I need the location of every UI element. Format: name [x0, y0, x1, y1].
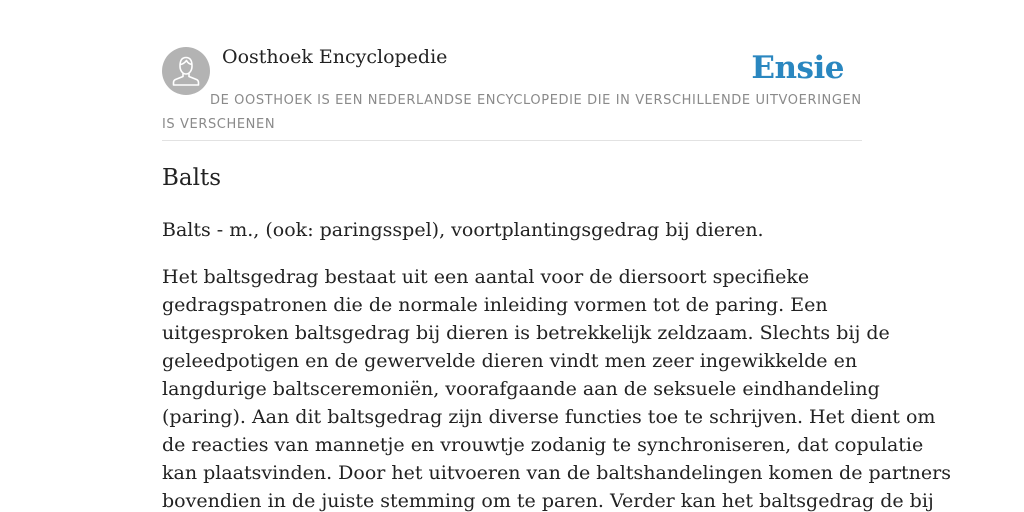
body-line: kan plaatsvinden. Door het uitvoeren van de baltshandelingen komen de partners: [162, 462, 952, 484]
body-line: bovendien in de juiste stemming om te paren. Verder kan het baltsgedrag de bij: [162, 490, 934, 512]
article-definition: Balts - m., (ook: paringsspel), voortplantingsgedrag bij dieren.: [162, 219, 764, 241]
article-title: Balts: [162, 165, 222, 191]
body-line: uitgesproken baltsgedrag bij dieren is betrekkelijk zeldzaam. Slechts bij de: [162, 322, 890, 344]
body-line: gedragspatronen die de normale inleiding vormen tot de paring. Een: [162, 294, 828, 316]
body-line: geleedpotigen en de gewervelde dieren vindt men zeer ingewikkelde en: [162, 350, 858, 372]
user-silhouette-icon[interactable]: [162, 47, 210, 95]
source-name[interactable]: Oosthoek Encyclopedie: [222, 46, 448, 68]
article: [162, 160, 952, 512]
body-line: Het baltsgedrag bestaat uit een aantal voor de diersoort specifieke: [162, 266, 810, 288]
body-line: de reacties van mannetje en vrouwtje zodanig te synchroniseren, dat copulatie: [162, 434, 924, 456]
avatar-graphic: [162, 47, 210, 95]
body-line: (paring). Aan dit baltsgedrag zijn diverse functies toe te schrijven. Het dient om: [162, 406, 936, 428]
source-header: [162, 44, 862, 141]
brand-logo[interactable]: Ensie: [751, 50, 844, 86]
body-line: langdurige baltsceremoniën, voorafgaande aan de seksuele eindhandeling: [162, 378, 880, 400]
source-description: DE OOSTHOEK IS EEN NEDERLANDSE ENCYCLOPEDIE DIE IN VERSCHILLENDE UITVOERINGEN IS VERSCHENEN: [162, 93, 862, 132]
article-body: [162, 263, 952, 512]
